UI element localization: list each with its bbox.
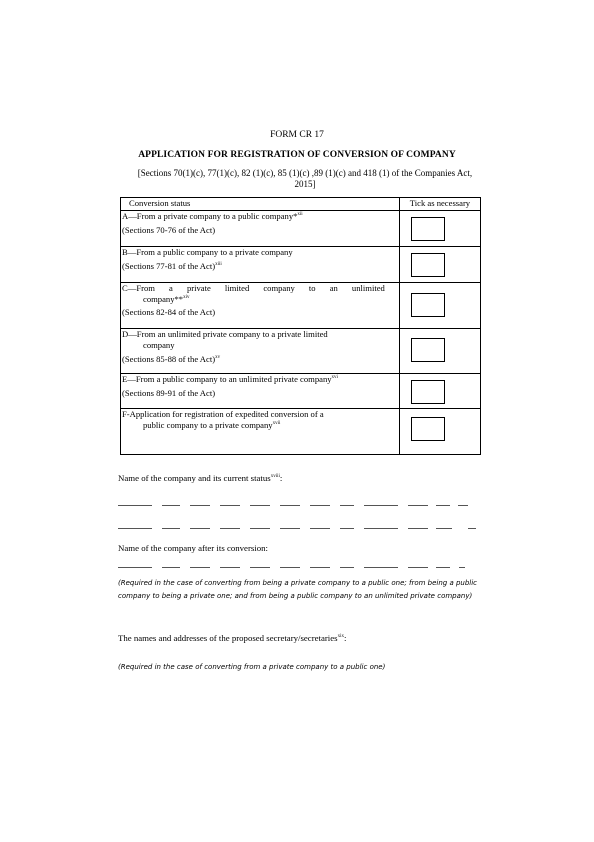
option-a-sections: (Sections 70-76 of the Act) (122, 225, 216, 235)
option-c-text-cont: company**$^{xiv}$ (143, 294, 190, 304)
option-f-checkbox[interactable] (411, 417, 445, 441)
table-row-a (121, 211, 481, 247)
option-d-sections: (Sections 85-88 of the Act)$^{xv}$ (122, 354, 221, 364)
option-d-cell (121, 329, 400, 374)
after-name-label: Name of the company after its conversion: (118, 543, 268, 553)
conversion-note: (Required in the case of converting from being a private company to a public one; from being a public company to being a private one; and from being a public company to an unlimited private company) (118, 579, 478, 600)
table-row-b (121, 247, 481, 283)
option-e-text: E—From a public company to an unlimited private company$^{xvi}$ (122, 374, 338, 384)
form-number: FORM CR 17 (270, 130, 324, 140)
option-c-checkbox[interactable] (411, 293, 445, 317)
option-f-tick-cell (399, 409, 480, 455)
option-e-cell (121, 374, 400, 409)
option-c-text: C—From a private limited company to an unlimited (122, 283, 385, 293)
option-a-tick-cell (399, 211, 480, 247)
secretary-label: The names and addresses of the proposed secretary/secretaries$^{xix}$: (118, 633, 347, 643)
option-f-text: F-Application for registration of expedited conversion of a (122, 409, 324, 419)
option-d-text: D—From an unlimited private company to a private limited (122, 329, 328, 339)
option-e-checkbox[interactable] (411, 380, 445, 404)
option-e-sections: (Sections 89-91 of the Act) (122, 388, 216, 398)
table-row-c (121, 283, 481, 329)
secretary-note: (Required in the case of converting from a private company to a public one) (118, 663, 386, 671)
header-tick: Tick as necessary (399, 198, 480, 211)
option-c-sections: (Sections 82-84 of the Act) (122, 307, 216, 317)
table-header-row (121, 198, 481, 211)
option-d-text-cont: company (143, 340, 175, 350)
option-b-cell (121, 247, 400, 283)
option-c-cell (121, 283, 400, 329)
sections-reference: [Sections 70(1)(c), 77(1)(c), 82 (1)(c), 85 (1)(c) ,89 (1)(c) and 418 (1) of the Companies Act, 2015] (137, 168, 473, 189)
table-row-e (121, 374, 481, 409)
option-b-tick-cell (399, 247, 480, 283)
form-title: APPLICATION FOR REGISTRATION OF CONVERSION OF COMPANY (138, 150, 456, 160)
option-f-cell (121, 409, 400, 455)
header-conversion-status: Conversion status (121, 198, 400, 211)
option-a-cell (121, 211, 400, 247)
option-b-sections: (Sections 77-81 of the Act)$^{xiii}$ (122, 261, 222, 271)
option-b-checkbox[interactable] (411, 253, 445, 277)
option-a-text: A—From a private company to a public company*$^{xii}$ (122, 211, 303, 221)
option-a-checkbox[interactable] (411, 217, 445, 241)
option-e-tick-cell (399, 374, 480, 409)
conversion-status-table (120, 197, 481, 455)
option-b-text: B—From a public company to a private company (122, 247, 293, 257)
table-row-d (121, 329, 481, 374)
option-f-text-cont: public company to a private company$^{xvii}$ (143, 420, 281, 430)
option-d-checkbox[interactable] (411, 338, 445, 362)
option-c-tick-cell (399, 283, 480, 329)
current-name-label: Name of the company and its current status$^{xviii}$: (118, 473, 283, 483)
table-row-f (121, 409, 481, 455)
option-d-tick-cell (399, 329, 480, 374)
